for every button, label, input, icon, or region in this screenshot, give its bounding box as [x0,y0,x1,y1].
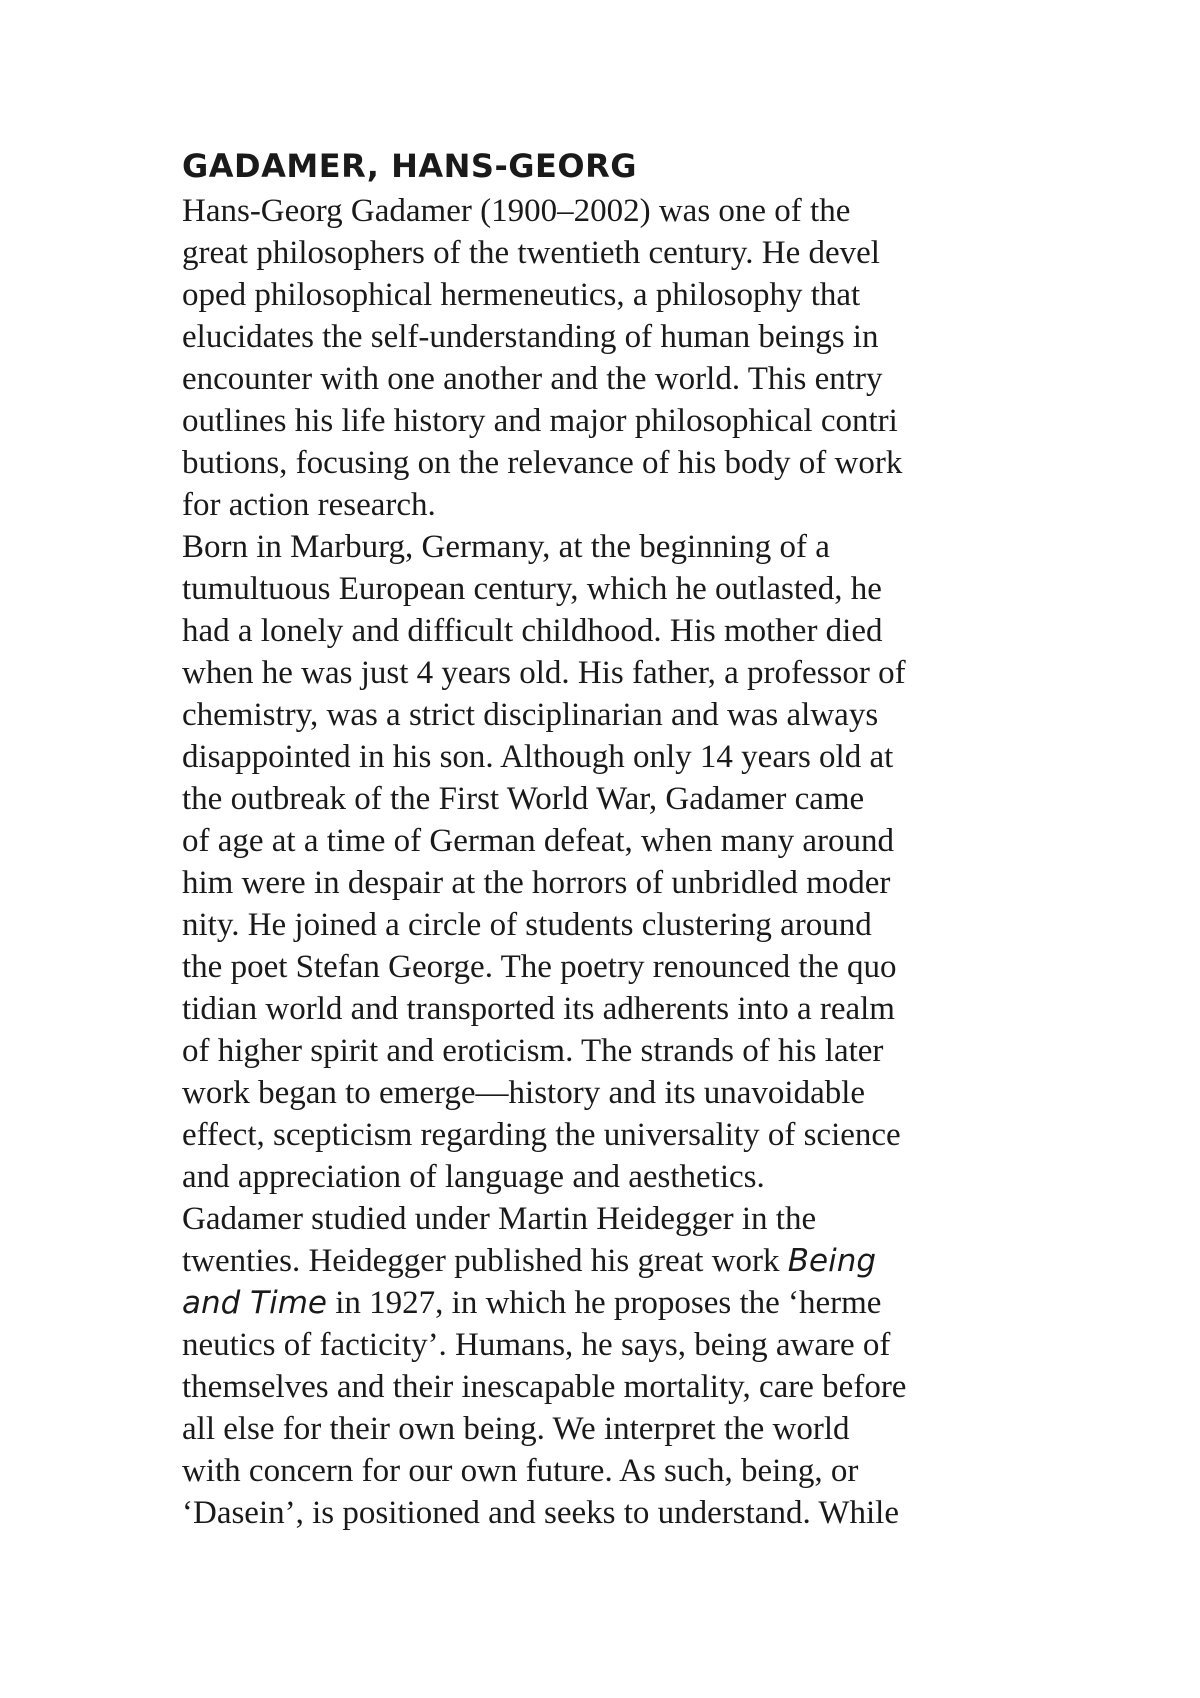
text-line: tumultuous European century, which he outlasted, he [182,571,882,607]
text-line: great philosophers of the twentieth century. He devel [182,235,880,271]
text-line: effect, scepticism regarding the universality of science [182,1117,901,1153]
text-line: of higher spirit and eroticism. The strands of his later [182,1033,884,1069]
text-line: the poet Stefan George. The poetry renounced the quo [182,949,897,985]
text-line: and appreciation of language and aesthetics. [182,1159,765,1195]
text-line: outlines his life history and major philosophical contri [182,403,898,439]
text-line: the outbreak of the First World War, Gadamer came [182,781,865,817]
text-line: chemistry, was a strict disciplinarian and was always [182,697,879,733]
text-line: all else for their own being. We interpret the world [182,1411,850,1447]
text-segment: in 1927, in which he proposes the ‘herme [327,1285,882,1321]
text-line: tidian world and transported its adherents into a realm [182,991,895,1027]
book-title-italic: and Time [182,1285,327,1321]
text-line [182,1282,1002,1324]
text-line: Born in Marburg, Germany, at the beginning of a [182,529,830,565]
text-line: oped philosophical hermeneutics, a philosophy that [182,277,861,313]
text-line: ‘Dasein’, is positioned and seeks to understand. While [182,1495,899,1531]
text-line: nity. He joined a circle of students clustering around [182,907,872,943]
entry-body [182,190,1002,1534]
text-line: of age at a time of German defeat, when many around [182,823,894,859]
text-line: themselves and their inescapable mortality, care before [182,1369,907,1405]
text-line: Hans-Georg Gadamer (1900–2002) was one of the [182,193,851,229]
text-line [182,1240,1002,1282]
text-line: had a lonely and difficult childhood. His mother died [182,613,883,649]
text-line: work began to emerge—history and its unavoidable [182,1075,866,1111]
entry-heading: GADAMER, HANS-GEORG [182,147,637,185]
text-line: him were in despair at the horrors of unbridled moder [182,865,891,901]
text-segment: twenties. Heidegger published his great work [182,1243,788,1279]
text-line: with concern for our own future. As such, being, or [182,1453,859,1489]
book-title-italic: Being [787,1243,877,1279]
text-line: encounter with one another and the world. This entry [182,361,883,397]
text-line: for action research. [182,487,436,523]
text-line: disappointed in his son. Although only 14 years old at [182,739,894,775]
text-line: when he was just 4 years old. His father, a professor of [182,655,906,691]
text-line: Gadamer studied under Martin Heidegger in the [182,1201,817,1237]
text-line: elucidates the self-understanding of human beings in [182,319,879,355]
text-line: neutics of facticity’. Humans, he says, being aware of [182,1327,891,1363]
text-line: butions, focusing on the relevance of his body of work [182,445,903,481]
